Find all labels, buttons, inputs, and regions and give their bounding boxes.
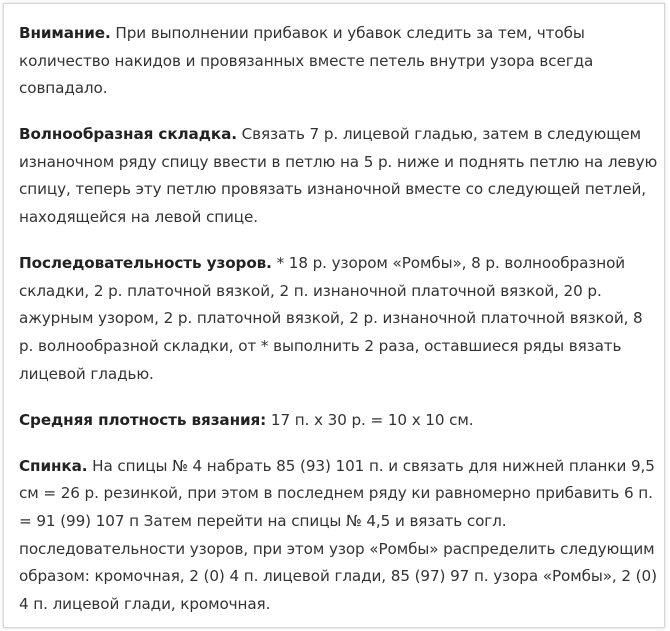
paragraph-body: 17 п. х 30 р. = 10 х 10 см. (266, 410, 474, 429)
paragraph-body: На спицы № 4 набрать 85 (93) 101 п. и связать для нижней планки 9,5 см = 26 р. резинкой, при этом в последнем ряду ки равномерно прибавить 6 п. = 91 (99) 107 п Затем перейти на спицы № 4,5 и вязать согл. последовательности узоров, при этом узор «Ромбы» распределить следующим образом: кромочная, 2 (0) 4 п. лицевой глади, 85 (97) 97 п. узора «Ромбы», 2 (0) 4 п. лицевой глади, кромочная. (19, 456, 657, 613)
paragraph-label: Внимание. (19, 24, 111, 42)
paragraph-label: Средняя плотность вязания: (19, 410, 267, 429)
paragraph-label: Спинка. (19, 456, 88, 475)
paragraph-back (19, 453, 660, 619)
paragraph-label: Волнообразная складка. (19, 125, 237, 144)
paragraph-body: Связать 7 р. лицевой гладью, затем в следующем изнаночном ряду спицу ввести в петлю на 5 р. ниже и поднять петлю на левую спицу, теперь эту петлю провязать изнаночной вместе со следующей петлей, находящейся на левой спице. (19, 125, 658, 227)
paragraph-label: Последовательность узоров. (19, 254, 272, 273)
instructions-text (19, 20, 660, 628)
paragraph-attention (19, 20, 660, 103)
paragraph-pattern-sequence (19, 250, 660, 388)
paragraph-body: При выполнении прибавок и убавок следить за тем, чтобы количество накидов и провязанных вместе петель внутри узора всегда совпадало. (19, 24, 594, 98)
paragraph-wave-fold (19, 121, 660, 231)
paragraph-gauge (19, 407, 660, 435)
paragraph-body: * 18 р. узором «Ромбы», 8 р. волнообразной складки, 2 р. платочной вязкой, 2 п. изнаночной платочной вязкой, 20 р. ажурным узором, 2 р. платочной вязкой, 2 р. изнаночной платочной вязкой, 8 р. волнообразной складки, от * выполнить 2 раза, оставшиеся ряды вязать лицевой гладью. (19, 254, 643, 383)
instructions-panel (3, 3, 665, 628)
